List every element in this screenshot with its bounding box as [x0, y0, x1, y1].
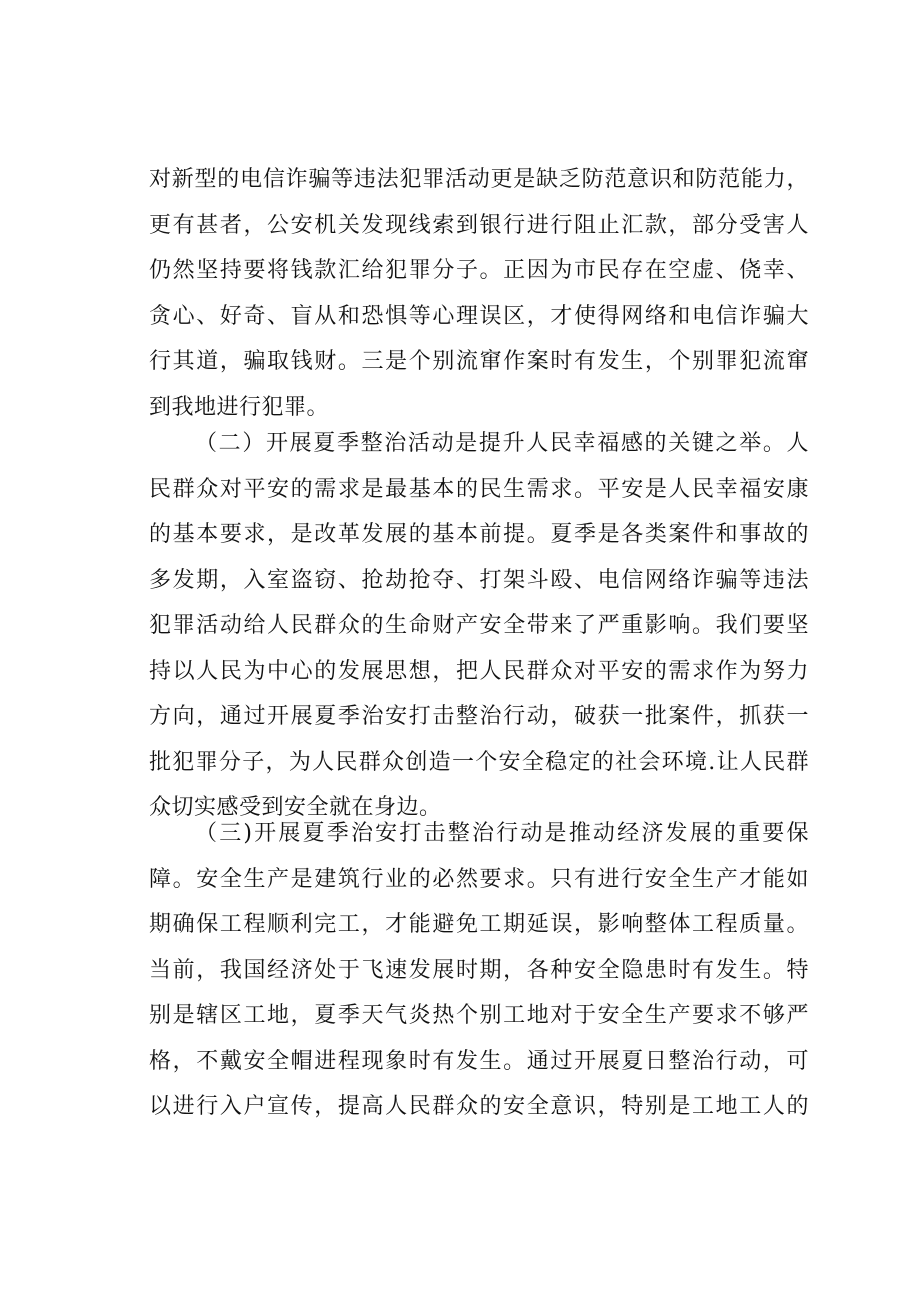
section-heading-line: （三)开展夏季治安打击整治行动是推动经济发展的重要保 — [195, 821, 809, 846]
paragraph-summer-rectification — [149, 421, 809, 831]
text-line: 民群众对平安的需求是最基本的民生需求。平安是人民幸福安康 — [149, 476, 809, 502]
text-line: 批犯罪分子，为人民群众创造一个安全稳定的社会环境.让人民群 — [149, 749, 809, 775]
text-line: 犯罪活动给人民群众的生命财产安全带来了严重影响。我们要坚 — [149, 613, 809, 638]
text-line: 贪心、好奇、盲从和恐惧等心理误区，才使得网络和电信诈骗大 — [149, 303, 809, 329]
paragraph-economic-development — [149, 811, 809, 1130]
text-line: 更有甚者，公安机关发现线索到银行进行阻止汇款，部分受害人 — [149, 212, 809, 238]
text-line: 别是辖区工地，夏季天气炎热个别工地对于安全生产要求不够严 — [149, 1003, 809, 1028]
text-line: 众切实感受到安全就在身边。 — [149, 795, 442, 820]
text-line: 当前，我国经济处于飞速发展时期，各种安全隐患时有发生。特 — [149, 957, 809, 983]
text-line: 的基本要求，是改革发展的基本前提。夏季是各类案件和事故的 — [149, 522, 809, 547]
text-line: 以进行入户宣传，提高人民群众的安全意识，特别是工地工人的 — [149, 1094, 809, 1119]
text-line: 期确保工程顺利完工，才能避免工期延误，影响整体工程质量。 — [149, 912, 809, 937]
paragraph-telecom-fraud — [149, 157, 809, 430]
section-heading-line: （二）开展夏季整治活动是提升人民幸福感的关键之举。人 — [195, 431, 809, 456]
text-line: 持以人民为中心的发展思想，把人民群众对平安的需求作为努力 — [149, 658, 809, 684]
text-line: 多发期，入室盗窃、抢劫抢夺、打架斗殴、电信网络诈骗等违法 — [149, 567, 809, 593]
text-line: 到我地进行犯罪。 — [149, 394, 330, 420]
text-line: 仍然坚持要将钱款汇给犯罪分子。正因为市民存在空虚、侥幸、 — [149, 258, 809, 283]
text-line: 格，不戴安全帽进程现象时有发生。通过开展夏日整治行动，可 — [149, 1048, 809, 1074]
text-line: 对新型的电信诈骗等违法犯罪活动更是缺乏防范意识和防范能力， — [149, 167, 809, 192]
text-line: 方向，通过开展夏季治安打击整治行动，破获一批案件，抓获一 — [149, 704, 809, 729]
text-line: 障。安全生产是建筑行业的必然要求。只有进行安全生产才能如 — [149, 866, 809, 892]
text-line: 行其道，骗取钱财。三是个别流窜作案时有发生，个别罪犯流窜 — [149, 349, 809, 374]
